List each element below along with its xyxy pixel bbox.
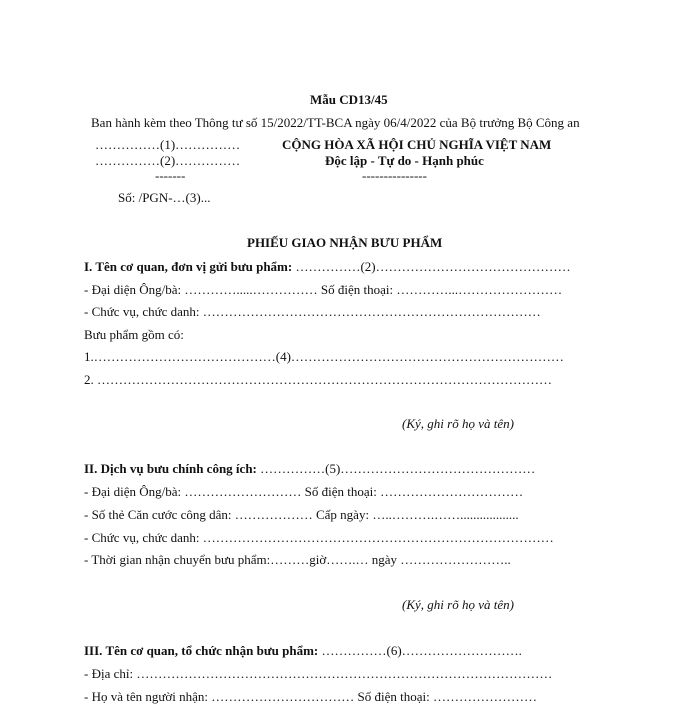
document-number: Số: /PGN-…(3)... [118, 190, 211, 205]
section3-heading-line [84, 643, 522, 658]
section1-heading-line [84, 259, 571, 274]
section1-representative: - Đại diện Ông/bà: ………….....…………… Số điện thoại: …………...…………………… [84, 282, 563, 297]
section1-position: - Chức vụ, chức danh: …………………………………………………………………… [84, 304, 541, 319]
agency-line-2: ……………(2)…………… [95, 153, 241, 168]
section1-items-label: Bưu phẩm gồm có: [84, 327, 184, 342]
header-left-rule: ------- [155, 168, 186, 183]
section2-signature-note: (Ký, ghi rõ họ và tên) [402, 597, 514, 612]
header-right-rule: --------------- [362, 168, 427, 183]
section2-receive-time: - Thời gian nhận chuyển bưu phẩm:………giờ…….… ngày …………………….. [84, 552, 511, 567]
section1-signature-note: (Ký, ghi rõ họ và tên) [402, 416, 514, 431]
form-code: Mẫu CD13/45 [310, 92, 388, 107]
section1-heading-fill: ……………(2)……………………………………… [292, 259, 571, 274]
section2-position: - Chức vụ, chức danh: ……………………………………………………………………… [84, 530, 554, 545]
section2-id-card: - Số thẻ Căn cước công dân: ……………… Cấp ngày: …..……….…….................. [84, 507, 519, 522]
section2-heading-fill: ……………(5)……………………………………… [256, 461, 536, 476]
section1-heading: I. Tên cơ quan, đơn vị gửi bưu phẩm: [84, 259, 293, 274]
nation-title: CỘNG HÒA XÃ HỘI CHỦ NGHĨA VIỆT NAM [282, 137, 552, 152]
section1-item-2: 2. …………………………………………………………………………………………… [84, 372, 552, 387]
section3-address: - Địa chỉ: …………………………………………………………………………………… [84, 666, 553, 681]
section2-heading: II. Dịch vụ bưu chính công ích: [84, 461, 257, 476]
section3-receiver: - Họ và tên người nhận: …………………………… Số điện thoại: …………………… [84, 689, 538, 704]
agency-line-1: ……………(1)…………… [95, 137, 241, 152]
nation-motto: Độc lập - Tự do - Hạnh phúc [325, 153, 484, 168]
page-title: PHIẾU GIAO NHẬN BƯU PHẨM [247, 235, 443, 250]
section2-heading-line [84, 461, 535, 476]
section1-item-1: 1.……………………………………(4)……………………………………………………… [84, 349, 564, 364]
section3-heading-fill: ……………(6)………………………. [318, 643, 522, 658]
section3-heading: III. Tên cơ quan, tổ chức nhận bưu phẩm: [84, 643, 319, 658]
section2-representative: - Đại diện Ông/bà: ……………………… Số điện thoại: …………………………… [84, 484, 524, 499]
issued-by-line: Ban hành kèm theo Thông tư số 15/2022/TT-BCA ngày 06/4/2022 của Bộ trưởng Bộ Công an [91, 115, 580, 130]
